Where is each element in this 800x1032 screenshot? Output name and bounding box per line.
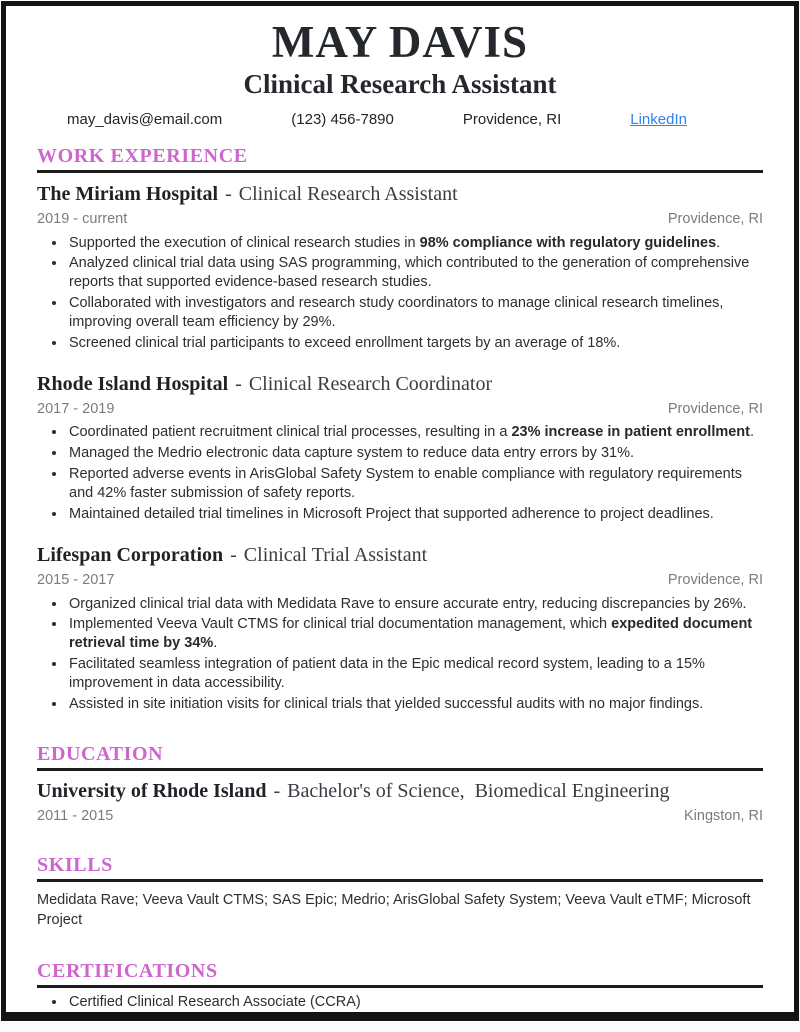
bullet-text: Analyzed clinical trial data using SAS programming, which contributed to the generation of comprehensive reports that supported evidence-based research studies. — [69, 255, 750, 291]
section-rule — [37, 170, 763, 173]
certifications-list — [37, 993, 763, 1012]
section-rule — [37, 985, 763, 988]
bullet-text: Screened clinical trial participants to exceed enrollment targets by an average of 18%. — [69, 334, 621, 351]
education-dates: 2011 - 2015 — [37, 807, 114, 824]
job-entry — [37, 372, 763, 524]
title-separator: - — [225, 182, 232, 205]
job-dates: 2019 - current — [37, 210, 128, 227]
bullet-text: Organized clinical trial data with Medidata Rave to ensure accurate entry, reducing discrepancies by 26%. — [69, 595, 747, 612]
section-skills — [37, 855, 763, 930]
education-location: Kingston, RI — [684, 807, 763, 824]
contact-email: may_davis@email.com — [67, 110, 223, 128]
job-meta — [37, 571, 763, 590]
resume-header — [37, 17, 763, 128]
job-bullet-list — [37, 595, 763, 714]
education-meta — [37, 807, 763, 826]
section-work-experience — [37, 146, 763, 714]
job-company: Rhode Island Hospital — [37, 372, 229, 395]
skills-heading: SKILLS — [37, 854, 113, 877]
contact-row — [67, 111, 687, 128]
title-separator: - — [273, 779, 281, 802]
job-bullet — [67, 294, 763, 332]
job-bullet-list — [37, 423, 763, 523]
bullet-text: Implemented Veeva Vault CTMS for clinical trial documentation management, which — [69, 616, 612, 633]
job-bullet-list — [37, 234, 763, 353]
section-education — [37, 744, 763, 826]
bullet-text: . — [213, 635, 218, 652]
education-entry-title — [37, 779, 763, 804]
job-bullet — [67, 444, 763, 463]
linkedin-link[interactable]: LinkedIn — [630, 110, 687, 128]
job-meta — [37, 400, 763, 419]
job-bullet — [67, 595, 763, 614]
job-entry-title — [37, 372, 763, 397]
job-bullet — [67, 234, 763, 253]
job-location: Providence, RI — [667, 571, 763, 588]
section-certifications — [37, 961, 763, 1012]
resume-content — [6, 6, 794, 1011]
job-bullet — [67, 655, 763, 693]
job-list — [37, 182, 763, 714]
job-location: Providence, RI — [667, 210, 763, 227]
job-company: The Miriam Hospital — [37, 182, 219, 205]
bullet-text: Facilitated seamless integration of patient data in the Epic medical record system, leading to a 15% improvement in data accessibility. — [69, 656, 705, 691]
job-entry-title — [37, 182, 763, 207]
job-entry — [37, 543, 763, 714]
job-bullet — [67, 334, 763, 353]
contact-location: Providence, RI — [462, 110, 562, 128]
certifications-heading: CERTIFICATIONS — [37, 959, 218, 982]
job-bullet — [67, 465, 763, 503]
education-school: University of Rhode Island — [37, 779, 267, 802]
job-meta — [37, 210, 763, 229]
section-rule — [37, 768, 763, 771]
job-entry-title — [37, 543, 763, 568]
job-bullet — [67, 615, 763, 653]
job-bullet — [67, 695, 763, 714]
bullet-text: Maintained detailed trial timelines in Microsoft Project that supported adherence to project deadlines. — [69, 505, 714, 522]
job-bullet — [67, 423, 763, 442]
job-bullet — [67, 505, 763, 524]
job-company: Lifespan Corporation — [37, 543, 224, 566]
job-role: Clinical Research Assistant — [238, 182, 458, 205]
section-rule — [37, 879, 763, 882]
work-experience-heading: WORK EXPERIENCE — [37, 144, 248, 167]
candidate-name: MAY DAVIS — [271, 17, 529, 67]
candidate-job-title: Clinical Research Assistant — [243, 69, 557, 99]
education-degree: Bachelor's of Science, Biomedical Engineering — [287, 779, 670, 802]
bullet-highlight: 23% increase in patient enrollment — [511, 424, 750, 441]
contact-phone: (123) 456-7890 — [291, 110, 394, 128]
bullet-highlight: expedited document retrieval time by 34% — [69, 616, 753, 652]
bullet-text: Assisted in site initiation visits for clinical trials that yielded successful audits with no major findings. — [69, 695, 704, 712]
skills-list-text: Medidata Rave; Veeva Vault CTMS; SAS Epic; Medrio; ArisGlobal Safety System; Veeva Vault eTMF; Microsoft Project — [37, 892, 751, 928]
title-separator: - — [235, 372, 242, 395]
job-dates: 2015 - 2017 — [37, 571, 115, 588]
job-entry — [37, 182, 763, 353]
job-dates: 2017 - 2019 — [37, 400, 115, 417]
bullet-text: Managed the Medrio electronic data capture system to reduce data entry errors by 31%. — [69, 445, 634, 462]
bullet-text: Reported adverse events in ArisGlobal Safety System to enable compliance with regulatory requirements and 42% faster submission of safety reports. — [69, 466, 742, 501]
resume-page — [1, 1, 799, 1021]
bullet-highlight: 98% compliance with regulatory guidelines — [419, 234, 717, 251]
bullet-text: Supported the execution of clinical research studies in — [69, 234, 420, 251]
job-location: Providence, RI — [667, 400, 763, 417]
bullet-text: Coordinated patient recruitment clinical trial processes, resulting in a — [69, 424, 512, 441]
bullet-text: Collaborated with investigators and research study coordinators to manage clinical research timelines, improving overall team efficiency by 29%. — [69, 295, 724, 330]
bullet-text: . — [750, 424, 755, 441]
job-role: Clinical Trial Assistant — [243, 543, 428, 566]
title-separator: - — [230, 543, 237, 566]
job-role: Clinical Research Coordinator — [248, 372, 493, 395]
job-bullet — [67, 254, 763, 292]
education-heading: EDUCATION — [37, 742, 164, 765]
certification-item: • Certified Clinical Research Associate (CCRA) — [67, 993, 763, 1012]
bullet-text: . — [716, 234, 721, 251]
